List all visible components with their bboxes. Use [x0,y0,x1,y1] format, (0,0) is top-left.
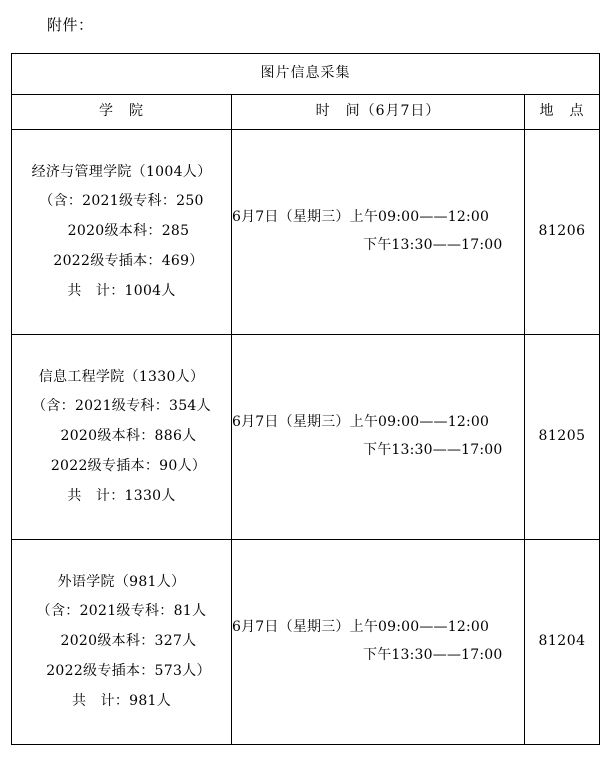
place-cell: 81206 [525,130,600,335]
time-cell [232,335,525,540]
place-cell: 81205 [525,335,600,540]
time-afternoon: 下午13:30——17:00 [363,237,503,253]
college-name: 信息工程学院（1330人） [38,368,205,385]
header-place: 地 点 [525,95,600,130]
header-college: 学 院 [12,95,232,130]
table-header-row [12,95,600,130]
college-cell [12,540,232,745]
time-morning: 6月7日（星期三）上午09:00——12:00 [232,414,490,431]
time-morning: 6月7日（星期三）上午09:00——12:00 [232,209,490,226]
time-cell [232,130,525,335]
college-detail-3: 2022级专插本：469） [53,252,204,269]
college-name: 外语学院（981人） [57,573,186,590]
college-cell [12,130,232,335]
college-total: 共 计：1330人 [67,487,176,504]
college-detail-2: 2020级本科：285 [67,223,190,240]
time-afternoon: 下午13:30——17:00 [363,442,503,458]
header-time: 时 间（6月7日） [232,95,525,130]
time-cell [232,540,525,745]
table-row [12,540,600,745]
college-total: 共 计：981人 [71,692,172,709]
place-cell: 81204 [525,540,600,745]
college-detail-1: （含：2021级专科：81人 [36,603,207,620]
college-detail-2: 2020级本科：327人 [60,633,197,650]
college-detail-1: （含：2021级专科：354人 [32,398,211,415]
table-title-row [12,54,600,95]
table-row [12,335,600,540]
attachment-label: 附件： [47,16,94,34]
time-morning: 6月7日（星期三）上午09:00——12:00 [232,619,490,636]
table-title: 图片信息采集 [12,54,600,95]
college-detail-3: 2022级专插本：573人） [46,662,211,679]
table-row [12,130,600,335]
college-cell [12,335,232,540]
college-detail-3: 2022级专插本：90人） [50,457,207,474]
college-total: 共 计：1004人 [67,282,176,299]
photo-collection-table [11,53,600,745]
time-afternoon: 下午13:30——17:00 [363,647,503,663]
college-name: 经济与管理学院（1004人） [31,163,212,180]
college-detail-1: （含：2021级专科：250 [39,193,204,210]
college-detail-2: 2020级本科：886人 [60,428,197,445]
